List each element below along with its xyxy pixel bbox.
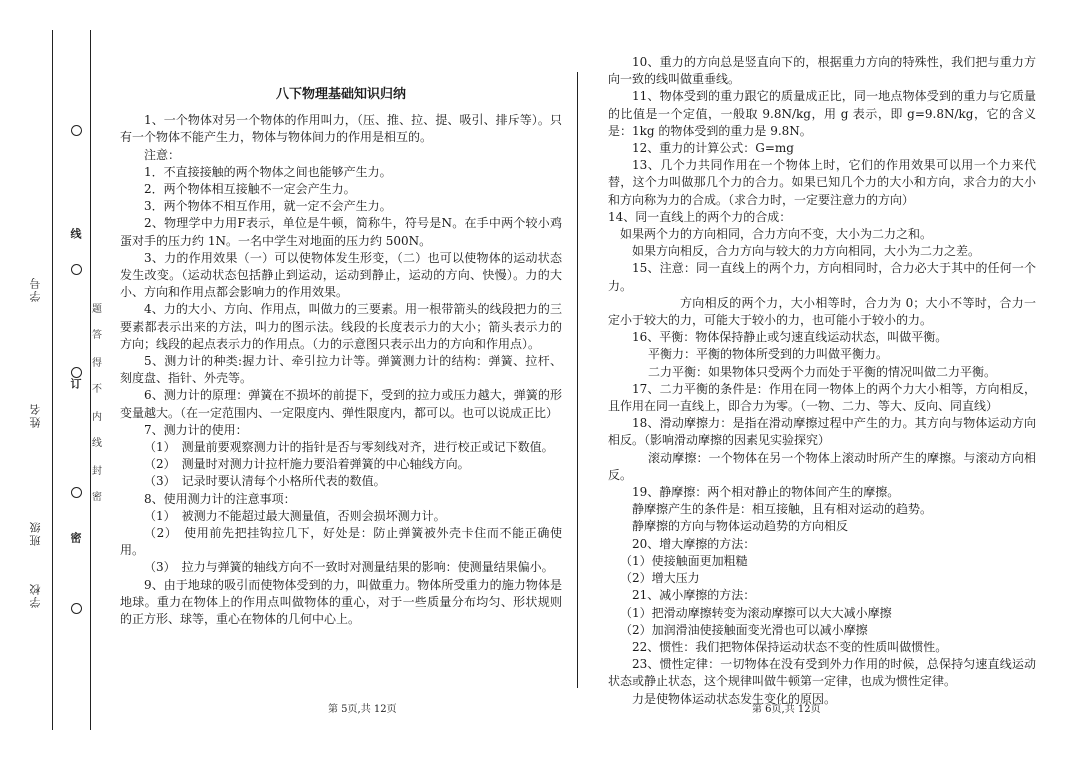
notice-char: 密	[92, 492, 102, 503]
paragraph: 17、二力平衡的条件是：作用在同一物体上的两个力大小相等，方向相反，且作用在同一直线上，即合力为零。（一物、二力、等大、反向、同直线）	[608, 381, 1036, 414]
paragraph: （3） 记录时要认清每个小格所代表的数值。	[144, 474, 386, 489]
paragraph: 1、一个物体对另一个物体的作用叫力，（压、推、拉、提、吸引、排斥等）。只有一个物体不能产生力，物体与物体间力的作用是相互的。	[120, 113, 562, 145]
notice-char: 答	[92, 330, 102, 341]
paragraph: 2．两个物体相互接触不一定会产生力。	[144, 182, 356, 197]
paragraph: （3） 拉力与弹簧的轴线方向不一致时对测量结果的影响：使测量结果偏小。	[144, 560, 554, 575]
paragraph: 4、力的大小、方向、作用点，叫做力的三要素。用一根带箭头的线段把力的三要素都表示出来的方法，叫力的图示法。线段的长度表示力的大小；箭头表示力的方向；线段的起点表示力的作用点。（力的示意图只表示出力的方向和作用点）。	[120, 302, 562, 351]
paragraph: 平衡力：平衡的物体所受到的力叫做平衡力。	[648, 347, 889, 362]
column-divider	[577, 72, 578, 688]
label-xingming: 姓名	[29, 402, 42, 428]
paragraph: 方向相反的两个力，大小相等时，合力为 0；大小不等时，合力一定小于较大的力，可能大于较小的力，也可能小于较小的力。	[608, 295, 1036, 328]
notice-char: 内	[92, 412, 102, 423]
paragraph: 16、平衡：物体保持静止或匀速直线运动状态，叫做平衡。	[632, 330, 948, 345]
notice-char: 得	[92, 358, 102, 369]
paragraph: （2） 测量时对测力计拉杆施力要沿着弹簧的中心轴线方向。	[144, 457, 470, 472]
page-title: 八下物理基础知识归纳	[275, 87, 406, 102]
paragraph: 静摩擦的方向与物体运动趋势的方向相反	[632, 519, 849, 534]
paragraph: 3、力的作用效果（一）可以使物体发生形变，（二）也可以使物体的运动状态发生改变。（运动状态包括静止到运动，运动到静止，运动的方向、快慢）。力的大小、方向和作用点都会影响力的作用效果。	[120, 250, 562, 300]
binding-hole	[71, 367, 82, 378]
paragraph: 注意：	[144, 147, 181, 162]
paragraph: 18、滑动摩擦力：是指在滑动摩擦过程中产生的力。其方向与物体运动方向相反。（影响滑动摩擦的因素见实验探究）	[608, 416, 1036, 448]
paragraph: （2）加润滑油使接触面变光滑也可以减小摩擦	[620, 622, 868, 637]
binding-hole	[71, 264, 82, 275]
left-page	[120, 86, 562, 628]
paragraph: 1．不直接接触的两个物体之间也能够产生力。	[144, 164, 392, 179]
binding-line-inner	[90, 30, 91, 730]
notice-char: 封	[92, 466, 102, 477]
binding-hole	[71, 603, 82, 614]
binding-hole	[71, 125, 82, 136]
paragraph: 10、重力的方向总是竖直向下的，根据重力方向的特殊性，我们把与重力方向一致的线叫做重垂线。	[608, 55, 1036, 87]
paragraph: 2、物理学中力用F表示，单位是牛顿，简称牛，符号是N。在手中两个较小鸡蛋对手的压力约 1N。一名中学生对地面的压力约 500N。	[120, 216, 562, 248]
paragraph: 13、几个力共同作用在一个物体上时，它们的作用效果可以用一个力来代替，这个力叫做那几个力的合力。如果已知几个力的大小和方向，求合力的大小和方向称为力的合成。（求合力时，一定要注意力的方向）	[608, 158, 1036, 207]
paragraph: 20、增大摩擦的方法：	[632, 536, 756, 551]
paragraph: 8、使用测力计的注意事项：	[144, 491, 296, 506]
paragraph: 如果两个力的方向相同，合力方向不变，大小为二力之和。	[620, 227, 933, 242]
page-number-left: 第 5页,共 12页	[328, 704, 397, 715]
paragraph: （1）把滑动摩擦转变为滚动摩擦可以大大减小摩擦	[620, 605, 892, 620]
paragraph: （1） 被测力不能超过最大测量值，否则会损坏测力计。	[144, 508, 446, 523]
paragraph: 22、惯性：我们把物体保持运动状态不变的性质叫做惯性。	[632, 639, 948, 654]
bind-word-mi: 密	[69, 532, 82, 543]
paragraph: 14、同一直线上的两个力的合成：	[608, 209, 792, 224]
paragraph: 力是使物体运动状态发生变化的原因。	[632, 691, 837, 706]
bind-word-ding: 订	[69, 378, 82, 389]
notice-char: 不	[92, 384, 102, 395]
bind-word-xian: 线	[69, 228, 82, 239]
paragraph: 7、测力计的使用：	[144, 422, 248, 437]
binding-line-outer	[52, 30, 53, 730]
paragraph: 6、测力计的原理：弹簧在不损坏的前提下，受到的拉力或压力越大，弹簧的形变量越大。（在一定范围内、一定限度内、弹性限度内，都可以。也可以说成正比）	[120, 388, 562, 420]
page-number-right: 第 6页,共 12页	[752, 704, 821, 715]
binding-hole	[71, 487, 82, 498]
label-banji: 班级	[29, 520, 42, 546]
paragraph: 21、减小摩擦的方法：	[632, 588, 756, 603]
paragraph: 5、测力计的种类:握力计、牵引拉力计等。弹簧测力计的结构：弹簧、拉杆、刻度盘、指针、外壳等。	[120, 354, 562, 386]
paragraph: 3．两个物体不相互作用，就一定不会产生力。	[144, 199, 392, 214]
paragraph: 9、由于地球的吸引而使物体受到的力，叫做重力。物体所受重力的施力物体是地球。重力在物体上的作用点叫做物体的重心，对于一些质量分布均匀、形状规则的正方形、球等，重心在物体的几何中心上。	[120, 577, 562, 627]
paragraph: 19、静摩擦：两个相对静止的物体间产生的摩擦。	[632, 485, 900, 500]
label-xuehao: 学号	[29, 276, 42, 302]
paragraph: 11、物体受到的重力跟它的质量成正比，同一地点物体受到的重力与它质量的比值是一个定值，一般取 9.8N/kg，用 g 表示，即 g=9.8N/kg，它的含义是：1kg 的物体受到的重力是 9.8N。	[608, 89, 1036, 138]
label-xuexiao: 学校	[29, 582, 42, 608]
notice-char: 线	[92, 438, 102, 449]
paragraph: 静摩擦产生的条件是：相互接触，且有相对运动的趋势。	[632, 502, 933, 517]
paragraph: 15、注意：同一直线上的两个力，方向相同时，合力必大于其中的任何一个力。	[608, 261, 1036, 293]
paragraph: 12、重力的计算公式：G=mg	[632, 141, 794, 156]
paragraph: （1）使接触面更加粗糙	[620, 553, 748, 568]
notice-char: 题	[92, 304, 102, 315]
paragraph: 滚动摩擦：一个物体在另一个物体上滚动时所产生的摩擦。与滚动方向相反。	[608, 450, 1036, 482]
paragraph: （2）增大压力	[620, 571, 700, 586]
paragraph: 如果方向相反，合力方向与较大的力方向相同，大小为二力之差。	[632, 244, 981, 259]
paragraph: （1） 测量前要观察测力计的指针是否与零刻线对齐，进行校正或记下数值。	[144, 440, 554, 455]
right-page	[608, 54, 1036, 708]
paragraph: （2） 使用前先把挂钩拉几下，好处是：防止弹簧被外壳卡住而不能正确使用。	[120, 526, 562, 558]
paragraph: 二力平衡：如果物体只受两个力而处于平衡的情况叫做二力平衡。	[648, 364, 997, 379]
paragraph: 23、惯性定律：一切物体在没有受到外力作用的时候，总保持匀速直线运动状态或静止状态，这个规律叫做牛顿第一定律，也成为惯性定律。	[608, 657, 1036, 689]
binding-margin	[0, 0, 110, 763]
